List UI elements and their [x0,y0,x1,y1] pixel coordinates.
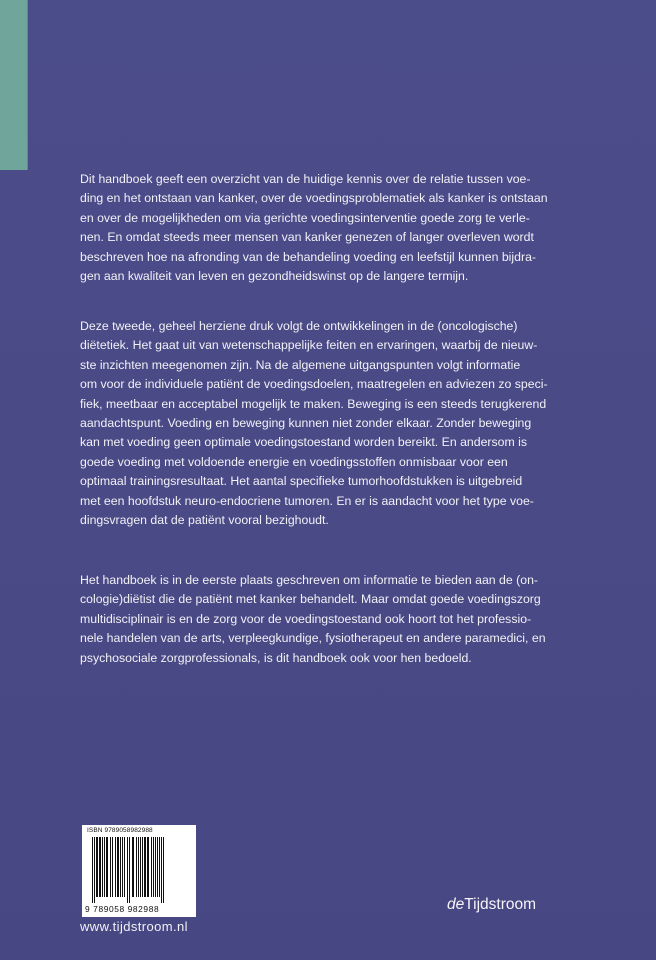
text-line: nele handelen van de arts, verpleegkundige, fysiotherapeut en andere paramedici, en [80,631,546,646]
barcode-bar [142,837,143,897]
barcode-bar [155,837,156,897]
isbn-barcode [82,825,196,917]
barcode-bar [157,837,158,897]
text-line: diëtetiek. Het gaat uit van wetenschappelijke feiten en ervaringen, waarbij de nieuw- [80,338,538,353]
text-line: psychosociale zorgprofessionals, is dit handboek ook voor hen bedoeld. [80,650,472,665]
barcode-bar [153,837,154,897]
text-line: Het handboek is in de eerste plaats geschreven om informatie te bieden aan de (on- [80,573,538,587]
text-line: gen aan kwaliteit van leven en gezondheidswinst op de langere termijn. [80,269,469,284]
text-line: Deze tweede, geheel herziene druk volgt de ontwikkelingen in de (oncologische) [80,319,518,333]
barcode-bar [117,837,119,897]
text-line: met een hoofdstuk neuro-endocriene tumoren. En er is aandacht voor het type voe- [80,493,534,508]
barcode-bar [124,837,125,897]
barcode-bar [140,837,141,897]
barcode-bar [102,837,103,897]
barcode-bar [147,837,149,897]
text-line: optimaal trainingsresultaat. Het aantal specifieke tumorhoofdstukken is uitgebreid [80,474,523,489]
barcode-digits: 9 789058 982988 [85,904,160,914]
barcode-bar [163,837,164,903]
barcode-bar [159,837,160,897]
text-line: dingsvragen dat de patiënt vooral bezighoudt. [80,513,329,528]
publisher-website: www.tijdstroom.nl [80,919,188,934]
text-line: fiek, meetbaar en acceptabel mogelijk te maken. Beweging is een steeds terugkerend [80,396,547,411]
barcode-bar [104,837,105,897]
text-line: Dit handboek geeft een overzicht van de huidige kennis over de relatie tussen voe- [80,172,531,186]
barcode-bar [94,837,95,903]
barcode-bar [136,837,137,897]
publisher-logo [447,896,536,914]
barcode-bar [112,837,113,897]
publisher-logo-name: Tijdstroom [464,896,537,913]
barcode-bar [115,837,116,897]
text-line: nen. En omdat steeds meer mensen van kanker genezen of langer overleven wordt [80,230,534,245]
text-line: om voor de individuele patiënt de voedingsdoelen, maatregelen en adviezen zo speci- [80,377,548,392]
text-line: ding en het ontstaan van kanker, over de voedingsproblematiek als kanker is ontstaan [80,191,548,206]
barcode-bar [96,837,98,897]
text-line: ste inzichten meegenomen zijn. Na de algemene uitgangspunten volgt informatie [80,357,521,372]
text-line: en over de mogelijkheden om via gerichte voedingsinterventie goede zorg te verle- [80,210,530,225]
barcode-bars [88,837,190,903]
text-line: beschreven hoe na afronding van de behandeling voeding en leefstijl kunnen bijdra- [80,249,536,264]
barcode-bar [129,837,130,903]
barcode-bar [106,837,108,897]
description-paragraph-3 [80,571,608,668]
barcode-bar [122,837,123,897]
barcode-bar [110,837,111,897]
barcode-bar [127,837,128,903]
text-line: goede voeding met voldoende energie en voedingsstoffen onmisbaar voor een [80,454,508,469]
text-line: multidisciplinair is en de zorg voor de voedingstoestand ook hoort tot het professio- [80,611,532,626]
text-line: cologie)diëtist die de patiënt met kanker behandelt. Maar omdat goede voedingszorg [80,592,541,607]
barcode-bar [92,837,93,903]
publisher-logo-prefix: de [447,896,465,913]
barcode-bar [120,837,121,897]
description-paragraph-1 [80,170,608,286]
barcode-bar [138,837,139,897]
barcode-bar [132,837,134,897]
accent-strip [0,0,28,170]
barcode-bar [99,837,101,897]
text-line: aandachtspunt. Voeding en beweging kunnen niet zonder elkaar. Zonder beweging [80,416,532,431]
isbn-label: ISBN 9789058982988 [87,827,153,834]
barcode-bar [144,837,146,897]
description-paragraph-2 [80,317,608,530]
barcode-bar [151,837,152,897]
barcode-bar [161,837,162,903]
text-line: kan met voeding geen optimale voedingstoestand worden bereikt. En andersom is [80,435,528,450]
